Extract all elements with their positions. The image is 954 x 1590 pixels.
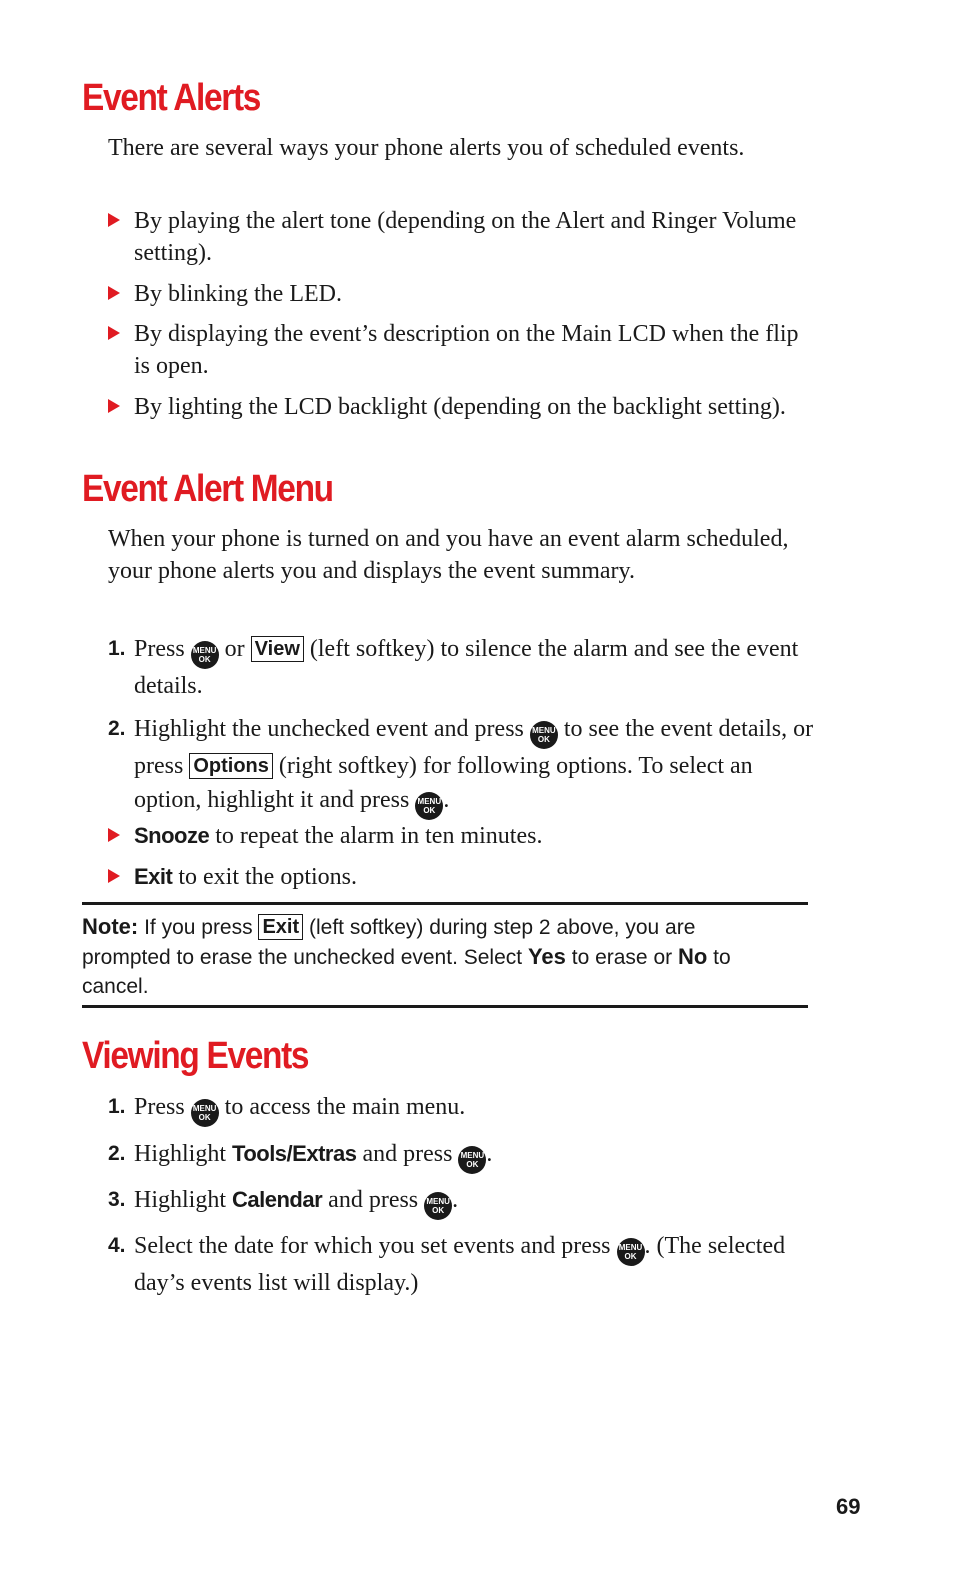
step-2: 2. Highlight the unchecked event and press MENU OK to see the event details, or press Options (right softkey) for following options. To select an option, highlight it and press MENU OK . (108, 712, 814, 820)
option-exit (108, 861, 808, 893)
menu-ok-key-icon: MENU OK (530, 721, 558, 749)
note-keyword-no: No (677, 944, 708, 969)
step-text: to see the event details, or press (134, 716, 814, 779)
step-text: Highlight the unchecked event and press (134, 716, 524, 742)
step-number: 2. (108, 1142, 126, 1165)
event-alert-menu-intro: When your phone is turned on and you have an event alarm scheduled, your phone alerts you and displays the event summary. (108, 526, 789, 584)
step-1: 1. Press MENU OK to access the main menu. (108, 1090, 814, 1127)
bullet-triangle-icon (108, 326, 120, 340)
heading-event-alert-menu: Event Alert Menu (82, 468, 333, 510)
step-text: (right softkey) for following options. To select an option, highlight it and press (134, 753, 753, 813)
page-number: 69 (836, 1494, 861, 1519)
step-text: Press (134, 636, 185, 662)
option-snooze (108, 820, 808, 852)
bullet-triangle-icon (108, 399, 120, 413)
note-label: Note: (82, 914, 139, 939)
menu-ok-key-icon: MENU OK (191, 1099, 219, 1127)
softkey-exit-label: Exit (258, 914, 303, 940)
option-text: to repeat the alarm in ten minutes. (215, 823, 543, 849)
heading-viewing-events: Viewing Events (82, 1035, 309, 1077)
heading-event-alerts: Event Alerts (82, 77, 261, 119)
list-item (108, 278, 808, 310)
step-text: or (224, 636, 245, 662)
bullet-text: By lighting the LCD backlight (depending on the backlight setting). (134, 394, 786, 420)
softkey-options-label: Options (189, 753, 273, 779)
menu-ok-key-icon: MENU OK (424, 1192, 452, 1220)
step-number: 3. (108, 1188, 126, 1211)
option-keyword: Exit (134, 864, 173, 889)
menu-ok-key-icon: MENU OK (415, 792, 443, 820)
menu-ok-key-icon: MENU OK (458, 1146, 486, 1174)
list-item (108, 318, 808, 382)
step-4: 4. Select the date for which you set events and press MENU OK . (The selected day’s events list will display.) (108, 1229, 814, 1300)
option-text: to exit the options. (178, 864, 358, 890)
note-keyword-yes: Yes (527, 944, 566, 969)
list-item (108, 205, 808, 269)
note: Note: If you press Exit (left softkey) during step 2 above, you are prompted to erase the unchecked event. Select Yes to erase or No to cancel. (82, 914, 731, 998)
step-2: 2. Highlight Tools/Extras and press MENU OK . (108, 1137, 814, 1174)
bullet-text: By playing the alert tone (depending on the Alert and Ringer Volume setting). (134, 208, 797, 266)
bullet-triangle-icon (108, 213, 120, 227)
softkey-view-label: View (251, 636, 304, 662)
note-bottom-rule (82, 1005, 808, 1008)
step-3: 3. Highlight Calendar and press MENU OK . (108, 1183, 814, 1220)
bullet-triangle-icon (108, 286, 120, 300)
bullet-triangle-icon (108, 869, 120, 883)
step-number: 4. (108, 1234, 126, 1257)
step-text: (left softkey) to silence the alarm and see the event details. (134, 636, 799, 699)
menu-keyword-tools-extras: Tools/Extras (232, 1141, 357, 1166)
menu-ok-key-icon: MENU OK (617, 1238, 645, 1266)
bullet-triangle-icon (108, 828, 120, 842)
step-1 (108, 632, 814, 703)
step-number: 1. (108, 1095, 126, 1118)
step-number: 2. (108, 717, 126, 740)
menu-ok-key-icon: MENU OK (191, 641, 219, 669)
bullet-text: By blinking the LED. (134, 281, 342, 307)
option-keyword: Snooze (134, 823, 210, 848)
menu-keyword-calendar: Calendar (232, 1187, 323, 1212)
step-number: 1. (108, 637, 126, 660)
event-alerts-intro: There are several ways your phone alerts you of scheduled events. (108, 135, 745, 161)
note-top-rule (82, 902, 808, 905)
list-item (108, 391, 808, 423)
bullet-text: By displaying the event’s description on the Main LCD when the flip is open. (134, 321, 799, 379)
